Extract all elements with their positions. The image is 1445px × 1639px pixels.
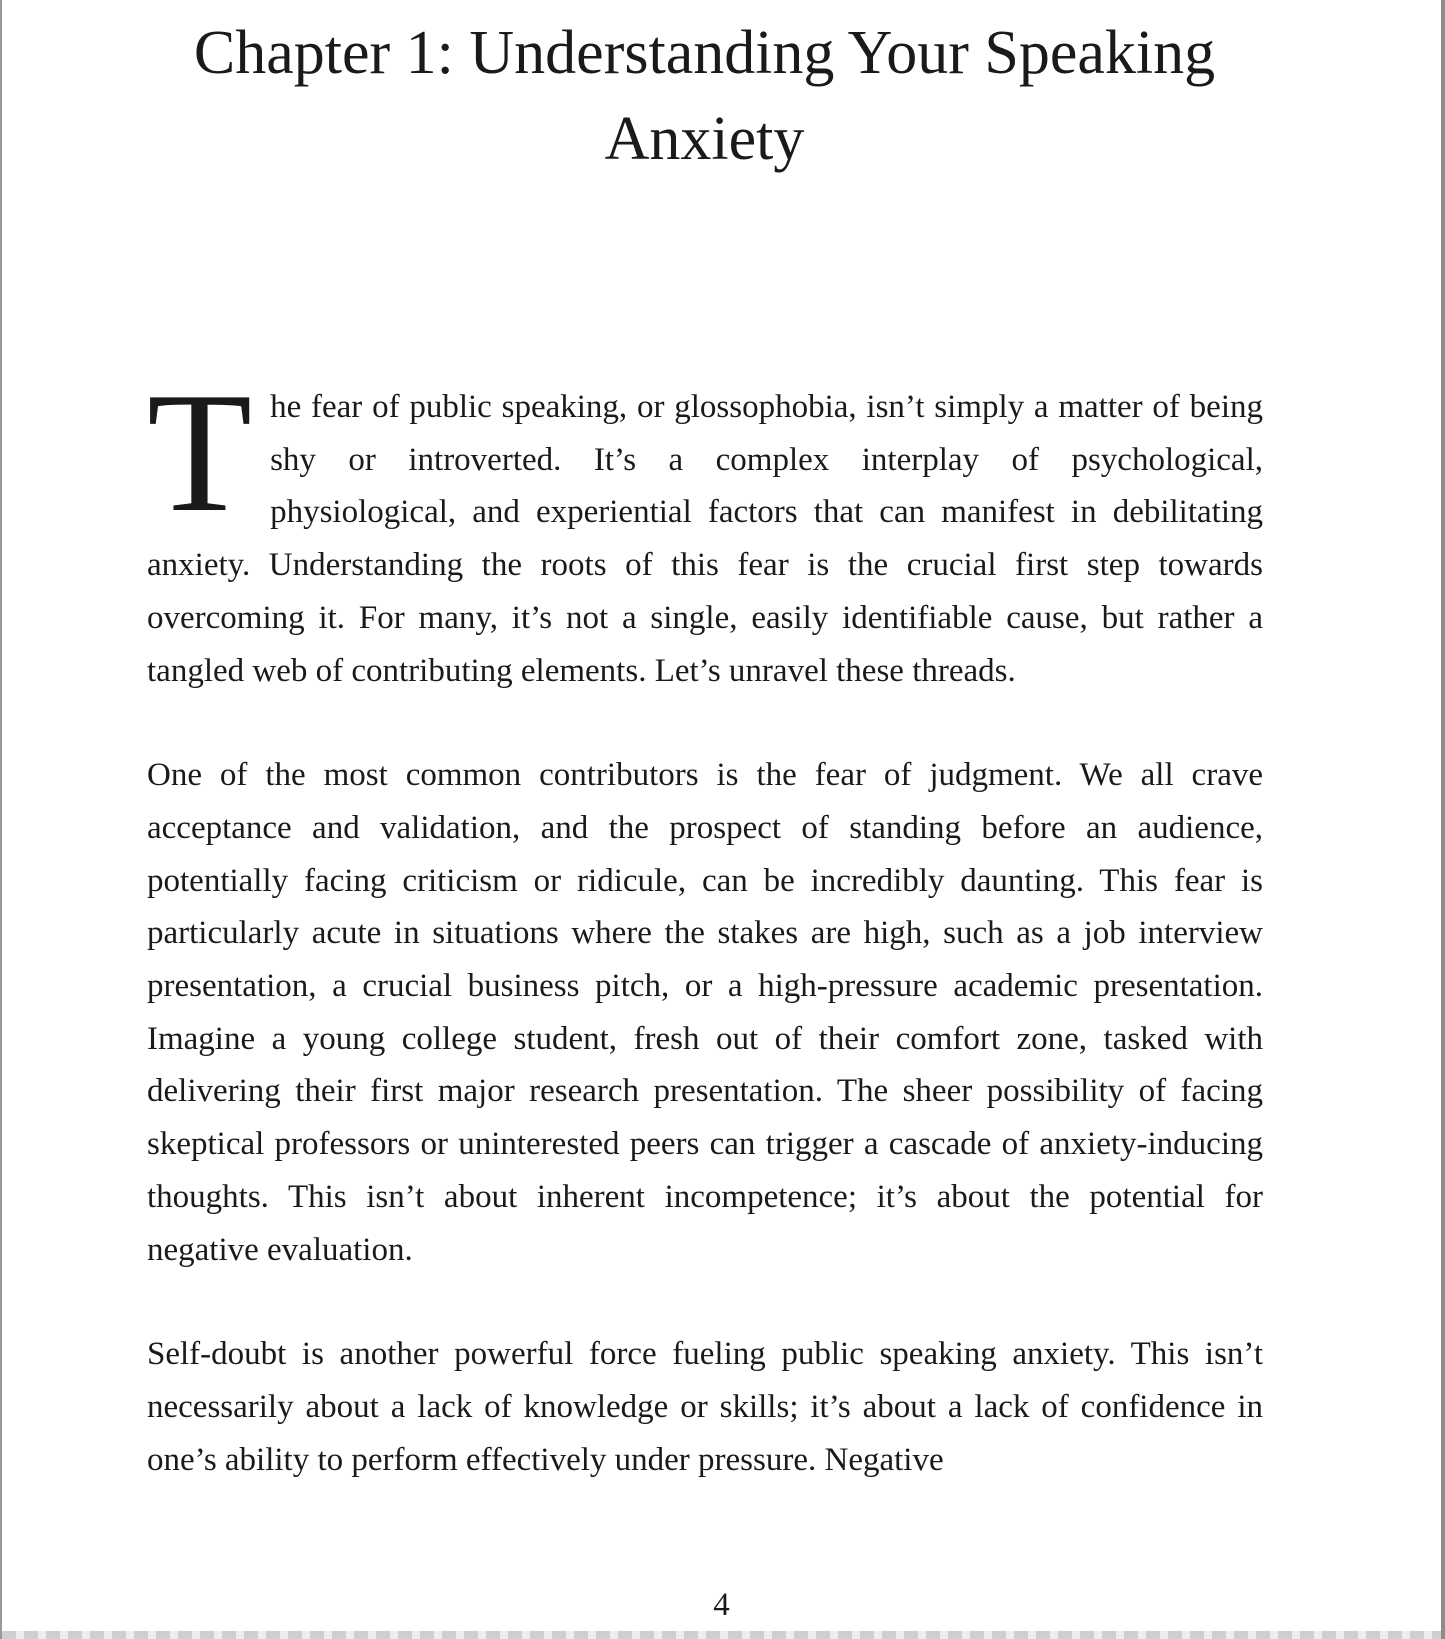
chapter-title: Chapter 1: Understanding Your Speaking Anxiety xyxy=(193,19,1216,173)
paragraph-3: Self-doubt is another powerful force fueling public speaking anxiety. This isn’t necessarily about a lack of knowledge or skills; it’s about a lack of confidence in one’s ability to perform effectively under pressure. Negative xyxy=(147,1336,1263,1478)
paragraph-1-text: he fear of public speaking, or glossophobia, isn’t simply a matter of being shy or introverted. It’s a complex interplay of psychological, physiological, and experiential factors that can manifest in debilitating anxiety. Understanding the roots of this fear is the crucial first step towards overcoming it. For many, it’s not a single, easily identifiable cause, but rather a tangled web of contributing elements. Let’s unravel these threads. xyxy=(147,389,1263,689)
chapter-body xyxy=(147,358,1263,1486)
page-bottom-edge xyxy=(2,1631,1441,1639)
paragraph-1 xyxy=(147,358,1263,697)
page-number: 4 xyxy=(713,1587,730,1623)
paragraph-2: One of the most common contributors is the fear of judgment. We all crave acceptance and validation, and the prospect of standing before an audience, potentially facing criticism or ridicule, can be incredibly daunting. This fear is particularly acute in situations where the stakes are high, such as a job interview presentation, a crucial business pitch, or a high-pressure academic presentation. Imagine a young college student, fresh out of their comfort zone, tasked with delivering their first major research presentation. The sheer possibility of facing skeptical professors or uninterested peers can trigger a cascade of anxiety-inducing thoughts. This isn’t about inherent incompetence; it’s about the potential for negative evaluation. xyxy=(147,757,1263,1268)
drop-cap: T xyxy=(147,358,253,548)
